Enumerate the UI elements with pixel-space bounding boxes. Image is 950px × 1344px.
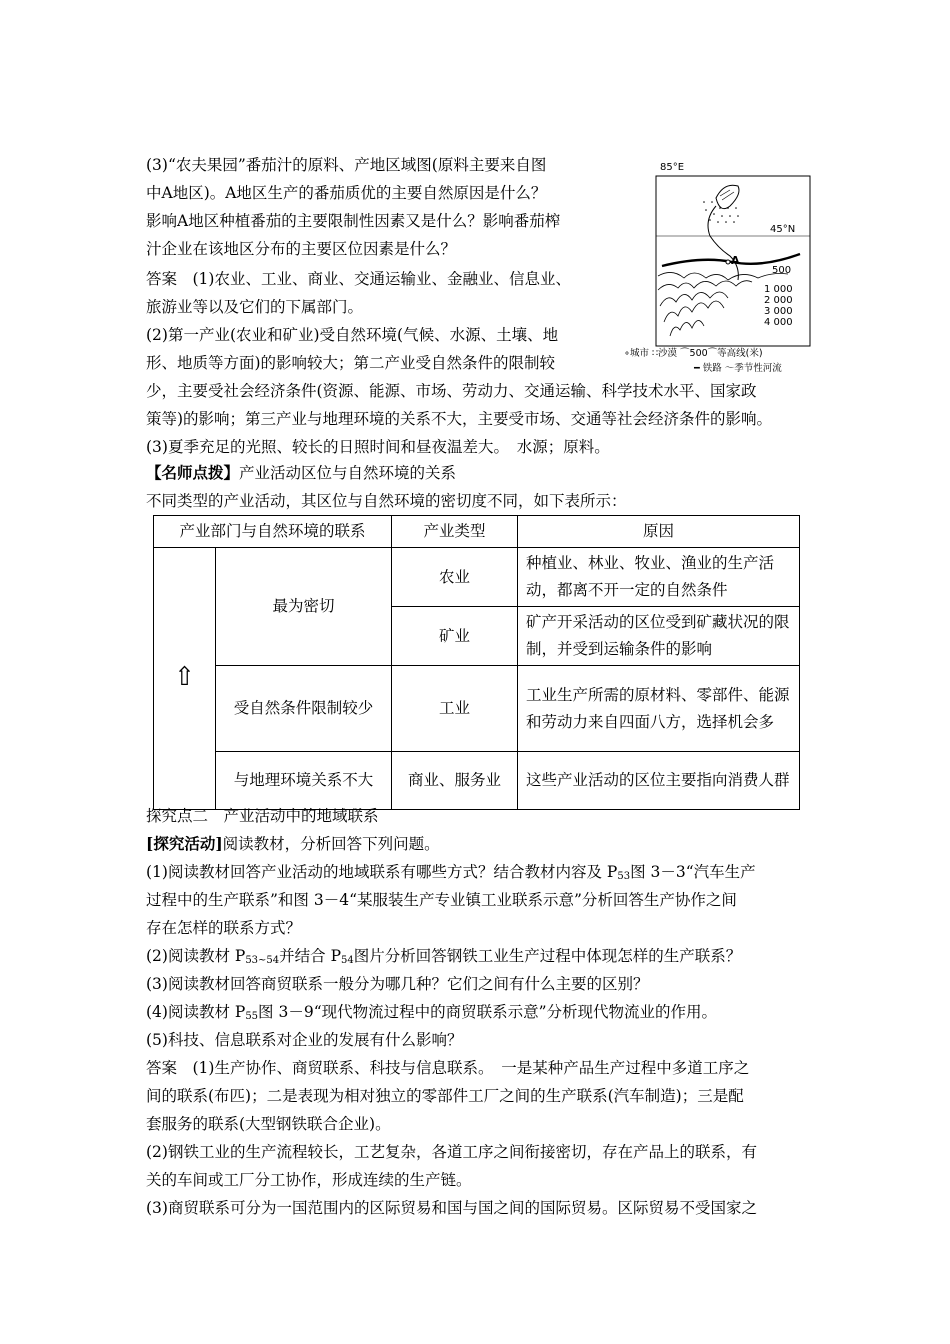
type-cell-3: 工业 (392, 666, 518, 752)
activity-text: 阅读教材，分析回答下列问题。 (222, 835, 440, 853)
contour-label-3000: 3 000 (764, 306, 793, 317)
contour-label-1000: 1 000 (764, 284, 793, 295)
contour-label-4000: 4 000 (764, 317, 793, 328)
longitude-label: 85°E (660, 162, 685, 173)
q2-page-sub-1: 53~54 (245, 955, 280, 966)
answer-line-6: 策等)的影响；第三产业与地理环境的关系不大，主要受市场、交通等社会经济条件的影响。 (146, 410, 773, 428)
answer-line-5: 少，主要受社会经济条件(资源、能源、市场、劳动力、交通运输、科学技术水平、国家政 (146, 382, 757, 400)
s2-question-1-line-3: 存在怎样的联系方式？ (146, 919, 302, 937)
answer-line-1: 答案 (1)农业、工业、商业、交通运输业、金融业、信息业、 (146, 270, 571, 288)
up-arrow-icon: ⇧ (173, 661, 196, 692)
q1-text-a: (1)阅读教材回答产业活动的地域联系有哪些方式？结合教材内容及 P (146, 863, 618, 881)
q2-text-a: (2)阅读教材 P (146, 947, 246, 965)
s2-question-4 (146, 999, 717, 1025)
question-3-line-3: 影响A地区种植番茄的主要限制性因素又是什么？影响番茄榨 (146, 212, 561, 230)
q2-text-c: 图片分析回答钢铁工业生产过程中体现怎样的生产联系？ (353, 947, 742, 965)
city-point-a (726, 260, 730, 264)
section-2-title: 探究点二 产业活动中的地域联系 (146, 807, 379, 825)
table-header-reason: 原因 (518, 516, 800, 548)
tip-heading-tag: 【名师点拨】 (146, 463, 240, 482)
relation-cell-3: 与地理环境关系不大 (216, 752, 392, 810)
s2-question-1-line-2: 过程中的生产联系”和图 3－4“某服装生产专业镇工业联系示意”分析回答生产协作之间 (146, 891, 737, 909)
relation-cell-2: 受自然条件限制较少 (216, 666, 392, 752)
arrow-cell (154, 548, 216, 810)
answer-line-4: 形、地质等方面)的影响较大；第二产业受自然条件的限制较 (146, 354, 556, 372)
table-row (154, 548, 800, 607)
q1-page-sub: 53 (617, 871, 631, 882)
answer-line-7: (3)夏季充足的光照、较长的日照时间和昼夜温差大。 水源；原料。 (146, 438, 610, 456)
lake-shape (716, 185, 739, 208)
s2-answer-line-2: 间的联系(布匹)；二是表现为相对独立的零部件工厂之间的生产联系(汽车制造)；三是配 (146, 1087, 744, 1105)
q2-text-b: 并结合 P (279, 947, 341, 965)
tip-heading (146, 460, 456, 486)
reason-cell-3: 工业生产所需的原材料、零部件、能源和劳动力来自四面八方，选择机会多 (518, 666, 800, 752)
seasonal-river (708, 206, 738, 280)
table-row (154, 752, 800, 810)
question-3-line-4: 汁企业在该地区分布的主要区位因素是什么？ (146, 240, 457, 258)
s2-question-5: (5)科技、信息联系对企业的发展有什么影响？ (146, 1031, 463, 1049)
tip-heading-text: 产业活动区位与自然环境的关系 (239, 464, 457, 482)
reason-cell-2: 矿产开采活动的区位受到矿藏状况的限制，并受到运输条件的影响 (518, 607, 800, 666)
tip-intro: 不同类型的产业活动，其区位与自然环境的密切度不同，如下表所示： (146, 492, 627, 510)
activity-tag: [探究活动] (146, 834, 223, 853)
activity-line (146, 831, 440, 857)
s2-answer-line-6: (3)商贸联系可分为一国范围内的区际贸易和国与国之间的国际贸易。区际贸易不受国家之 (146, 1199, 757, 1217)
s2-answer-line-1: 答案 (1)生产协作、商贸联系、科技与信息联系。 一是某种产品生产过程中多道工序之 (146, 1059, 750, 1077)
answer-line-3: (2)第一产业(农业和矿业)受自然环境(气候、水源、土壤、地 (146, 326, 559, 344)
s2-question-3: (3)阅读教材回答商贸联系一般分为哪几种？它们之间有什么主要的区别？ (146, 975, 649, 993)
table-header-relation: 产业部门与自然环境的联系 (154, 516, 392, 548)
question-3-line-1: (3)“农夫果园”番茄汁的原料、产地区域图(原料主要来自图 (146, 156, 547, 174)
type-cell-4: 商业、服务业 (392, 752, 518, 810)
reason-cell-1: 种植业、林业、牧业、渔业的生产活动，都离不开一定的自然条件 (518, 548, 800, 607)
s2-answer-line-3: 套服务的联系(大型钢铁联合企业)。 (146, 1115, 391, 1133)
q4-text-a: (4)阅读教材 P (146, 1003, 246, 1021)
table-header-type: 产业类型 (392, 516, 518, 548)
type-cell-1: 农业 (392, 548, 518, 607)
s2-question-2 (146, 943, 741, 969)
s2-question-1-line-1 (146, 859, 756, 885)
q4-page-sub: 55 (245, 1011, 259, 1022)
q4-text-b: 图 3－9“现代物流过程中的商贸联系示意”分析现代物流业的作用。 (258, 1003, 718, 1021)
s2-answer-line-5: 关的车间或工厂分工协作，形成连续的生产链。 (146, 1171, 472, 1189)
industry-environment-table (153, 515, 800, 810)
table-header-row (154, 516, 800, 548)
point-a-label: A (731, 254, 740, 267)
region-map (624, 158, 820, 376)
map-legend-line-2: ━ 铁路 ～季节性河流 (694, 363, 782, 374)
question-3-line-2: 中A地区)。A地区生产的番茄质优的主要自然原因是什么？ (146, 184, 547, 202)
relation-cell-1: 最为密切 (216, 548, 392, 666)
type-cell-2: 矿业 (392, 607, 518, 666)
reason-cell-4: 这些产业活动的区位主要指向消费人群 (518, 752, 800, 810)
answer-line-2: 旅游业等以及它们的下属部门。 (146, 298, 364, 316)
contour-label-500: 500 (772, 265, 792, 276)
contour-label-2000: 2 000 (764, 295, 793, 306)
q1-text-b: 图 3－3“汽车生产 (630, 863, 756, 881)
table-row (154, 666, 800, 752)
q2-page-sub-2: 54 (341, 955, 354, 966)
map-legend-line-1: ∘城市 ∷沙漠 ⌒500⌒等高线(米) (624, 348, 763, 359)
latitude-label: 45°N (770, 224, 796, 235)
s2-answer-line-4: (2)钢铁工业的生产流程较长，工艺复杂，各道工序之间衔接密切，存在产品上的联系，有 (146, 1143, 757, 1161)
